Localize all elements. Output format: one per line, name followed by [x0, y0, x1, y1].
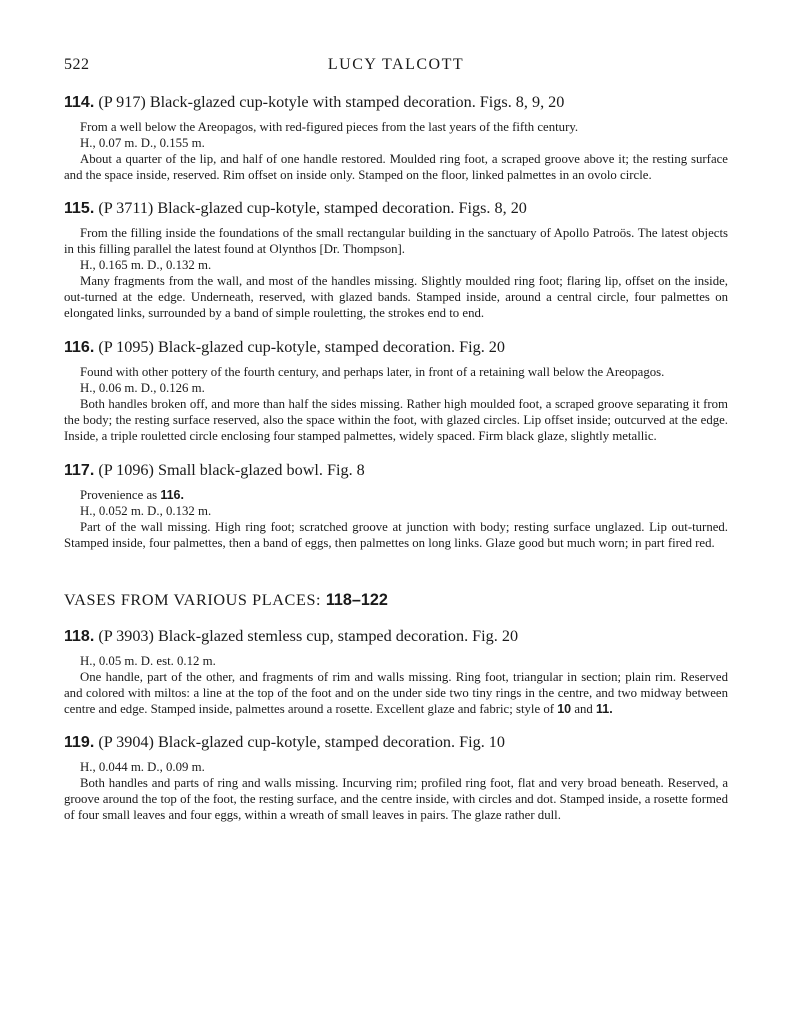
conjunction: and — [574, 702, 593, 716]
entry-measurements: H., 0.05 m. D. est. 0.12 m. — [80, 654, 216, 668]
entry-title: (P 1095) Black-glazed cup-kotyle, stamped decoration. Fig. 20 — [98, 338, 505, 356]
entry-body — [64, 364, 728, 444]
entry-measurements: H., 0.06 m. D., 0.126 m. — [80, 381, 205, 395]
cross-reference: 116. — [160, 488, 184, 502]
provenience-text: Provenience as — [80, 488, 158, 502]
entry-provenience: From a well below the Areopagos, with red-figured pieces from the last years of the fifth century. — [80, 120, 579, 134]
entry-measurements: H., 0.052 m. D., 0.132 m. — [80, 504, 212, 518]
cross-reference: 10 — [557, 702, 572, 716]
entry-heading — [64, 92, 728, 113]
entry-title: (P 3904) Black-glazed cup-kotyle, stamped decoration. Fig. 10 — [98, 733, 505, 751]
entry-measurements: H., 0.165 m. D., 0.132 m. — [80, 258, 212, 272]
page — [64, 56, 728, 823]
entry-heading — [64, 626, 728, 647]
entry-provenience: Found with other pottery of the fourth century, and perhaps later, in front of a retaining wall below the Areopagos. — [80, 365, 665, 379]
entry-measurements: H., 0.044 m. D., 0.09 m. — [80, 760, 205, 774]
description-text: One handle, part of the other, and fragments of rim and walls missing. Ring foot, triangular in section; plain rim. Reserved and colored with miltos: a line at the top of the foot and on the under side two tiny rings in the centre, and two midway between centre and edge. Stamped inside, palmettes around a rosette. Excellent glaze and fabric; style of — [64, 670, 728, 716]
entry-body — [64, 225, 728, 321]
entry-description: Both handles broken off, and more than half the sides missing. Rather high moulded foot, a scraped groove separating it from the body; the resting surface reserved, also the space within the foot, with glazed circles. Lip offset inside; outcurved at the edge. Inside, a triple rouletted circle enclosing four stamped palmettes, widely spaced. Firm black glaze, slightly metallic. — [64, 397, 728, 443]
entry-heading — [64, 198, 728, 219]
entry-body — [64, 653, 728, 717]
entry-description — [64, 669, 728, 717]
entry-title: (P 3711) Black-glazed cup-kotyle, stamped decoration. Figs. 8, 20 — [98, 199, 527, 217]
running-head-author: LUCY TALCOTT — [327, 56, 465, 73]
catalogue-entry-114 — [64, 92, 728, 183]
entry-heading — [64, 337, 728, 358]
entry-title: (P 3903) Black-glazed stemless cup, stamped decoration. Fig. 20 — [98, 627, 519, 645]
entry-title: (P 1096) Small black-glazed bowl. Fig. 8 — [98, 461, 365, 479]
entry-number: 116. — [64, 339, 95, 356]
catalogue-entry-115 — [64, 198, 728, 321]
entry-number: 114. — [64, 94, 95, 111]
entry-provenience: From the filling inside the foundations of the small rectangular building in the sanctuary of Apollo Patroös. The latest objects in this filling parallel the latest found at Olynthos [Dr. Thompson]. — [64, 226, 728, 256]
catalogue-entry-116 — [64, 337, 728, 444]
entry-provenience — [64, 487, 728, 503]
entry-description: About a quarter of the lip, and half of one handle restored. Moulded ring foot, a scraped groove above it; the resting surface and the space inside, reserved. Rim offset on inside only. Stamped on the floor, linked palmettes in an ovolo circle. — [64, 152, 728, 182]
entry-title: (P 917) Black-glazed cup-kotyle with stamped decoration. Figs. 8, 9, 20 — [98, 93, 565, 111]
catalogue-entry-117 — [64, 460, 728, 551]
entry-description: Part of the wall missing. High ring foot; scratched groove at junction with body; resting surface unglazed. Lip out-turned. Stamped inside, four palmettes, then a band of eggs, then palmettes on long links. Glaze good but much worn; in part fired red. — [64, 520, 728, 550]
entry-description: Both handles and parts of ring and walls missing. Incurving rim; profiled ring foot, flat and very broad beneath. Reserved, a groove around the top of the foot, the resting surface, and the centre inside, with circles and dot. Stamped inside, a rosette formed of four small leaves and four eggs, within a wreath of small leaves in pairs. The glaze rather dull. — [64, 776, 728, 822]
section-title: VASES FROM VARIOUS PLACES: — [64, 591, 322, 609]
entry-heading — [64, 732, 728, 753]
catalogue-entry-119 — [64, 732, 728, 823]
entry-body — [64, 759, 728, 823]
entry-number: 119. — [64, 734, 95, 751]
cross-reference: 11. — [596, 702, 613, 716]
entry-body — [64, 119, 728, 183]
entry-heading — [64, 460, 728, 481]
entry-number: 117. — [64, 462, 95, 479]
page-number: 522 — [64, 56, 90, 73]
running-head — [64, 56, 728, 78]
section-range: 118–122 — [325, 591, 388, 609]
entry-body — [64, 487, 728, 551]
catalogue-entry-118 — [64, 626, 728, 717]
section-heading — [64, 591, 728, 610]
entry-number: 118. — [64, 628, 95, 645]
entry-description: Many fragments from the wall, and most of the handles missing. Slightly moulded ring foot; flaring lip, offset on the inside, out-turned at the edge. Underneath, reserved, with glazed bands. Stamped inside, around a central circle, four palmettes on elongated links, surrounded by a band of simple rouletting, the strokes end to end. — [64, 274, 728, 320]
entry-number: 115. — [64, 200, 95, 217]
entry-measurements: H., 0.07 m. D., 0.155 m. — [80, 136, 205, 150]
